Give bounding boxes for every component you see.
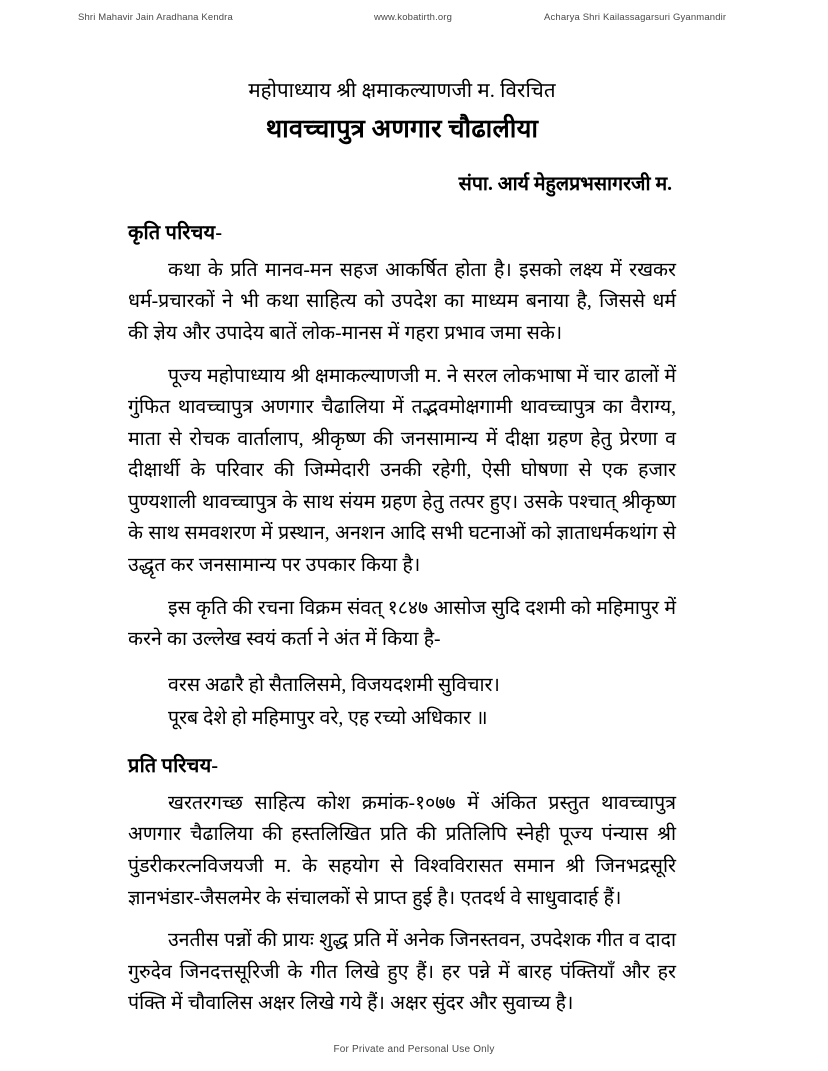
paragraph: इस कृति की रचना विक्रम संवत् १८४७ आसोज सुदि दशमी को महिमापुर में करने का उल्लेख स्वयं कर्ता ने अंत में किया है- [128, 597, 676, 651]
verse-block [128, 670, 676, 735]
page-title: थावच्चापुत्र अणगार चौढालीया [265, 113, 539, 143]
paragraph: पूज्य महोपाध्याय श्री क्षमाकल्याणजी म. ने सरल लोकभाषा में चार ढालों में गुंफित थावच्चापुत्र अणगार चैढालिया में तद्भवमोक्षगामी थावच्चापुत्र का वैराग्य, माता से रोचक वार्तालाप, श्रीकृष्ण की जनसामान्य में दीक्षा ग्रहण हेतु प्रेरणा व दीक्षार्थी के परिवार की जिम्मेदारी उनकी रहेगी, ऐसी घोषणा से एक हजार पुण्यशाली थावच्चापुत्र के साथ संयम ग्रहण हेतु तत्पर हुए। उसके पश्चात् श्रीकृष्ण के साथ समवशरण में प्रस्थान, अनशन आदि सभी घटनाओं को ज्ञाताधर्मकथांग से उद्धृत कर जनसामान्य पर उपकार किया है। [128, 365, 676, 577]
header-website-url: www.kobatirth.org [374, 11, 453, 23]
section-heading-kriti-parichay: कृति परिचय- [128, 221, 223, 244]
header-institution-right: Acharya Shri Kailassagarsuri Gyanmandir [544, 11, 727, 23]
title-byline: महोपाध्याय श्री क्षमाकल्याणजी म. विरचित [248, 80, 556, 102]
section-heading-prati-parichay: प्रति परिचय- [128, 754, 219, 777]
verse-line: वरस अढारै हो सैतालिसमे, विजयदशमी सुविचार। [168, 674, 500, 696]
paragraph: उनतीस पन्नों की प्रायः शुद्ध प्रति में अनेक जिनस्तवन, उपदेशक गीत व दादा गुरुदेव जिनदत्तसूरिजी के गीत लिखे हुए हैं। हर पन्ने में बारह पंक्तियाँ और हर पंक्ति में चौवालिस अक्षर लिखे गये हैं। अक्षर सुंदर और सुवाच्य है। [128, 930, 676, 1015]
paragraph: खरतरगच्छ साहित्य कोश क्रमांक-१०७७ में अंकित प्रस्तुत थावच्चापुत्र अणगार चैढालिया की हस्तलिखित प्रति की प्रतिलिपि स्नेही पूज्य पंन्यास श्री पुंडरीकरत्नविजयजी म. के सहयोग से विश्वविरासत समान श्री जिनभद्रसूरि ज्ञानभंडार-जैसलमेर के संचालकों से प्राप्त हुई है। एतदर्थ वे साधुवादार्ह हैं। [128, 792, 676, 909]
editor-credit: संपा. आर्य मेहुलप्रभसागरजी म. [458, 173, 672, 195]
header-institution-left: Shri Mahavir Jain Aradhana Kendra [78, 11, 233, 23]
verse-line: पूरब देशे हो महिमापुर वरे, एह रच्यो अधिकार ॥ [168, 708, 488, 730]
paragraph: कथा के प्रति मानव-मन सहज आकर्षित होता है। इसको लक्ष्य में रखकर धर्म-प्रचारकों ने भी कथा साहित्य को उपदेश का माध्यम बनाया है, जिससे धर्म की ज्ञेय और उपादेय बातें लोक-मानस में गहरा प्रभाव जमा सके। [128, 259, 676, 344]
scanned-page-header [0, 8, 828, 26]
footer-usage-notice: For Private and Personal Use Only [333, 1044, 495, 1055]
document-text-column [128, 78, 676, 1031]
scanned-page-footer [0, 1044, 828, 1055]
